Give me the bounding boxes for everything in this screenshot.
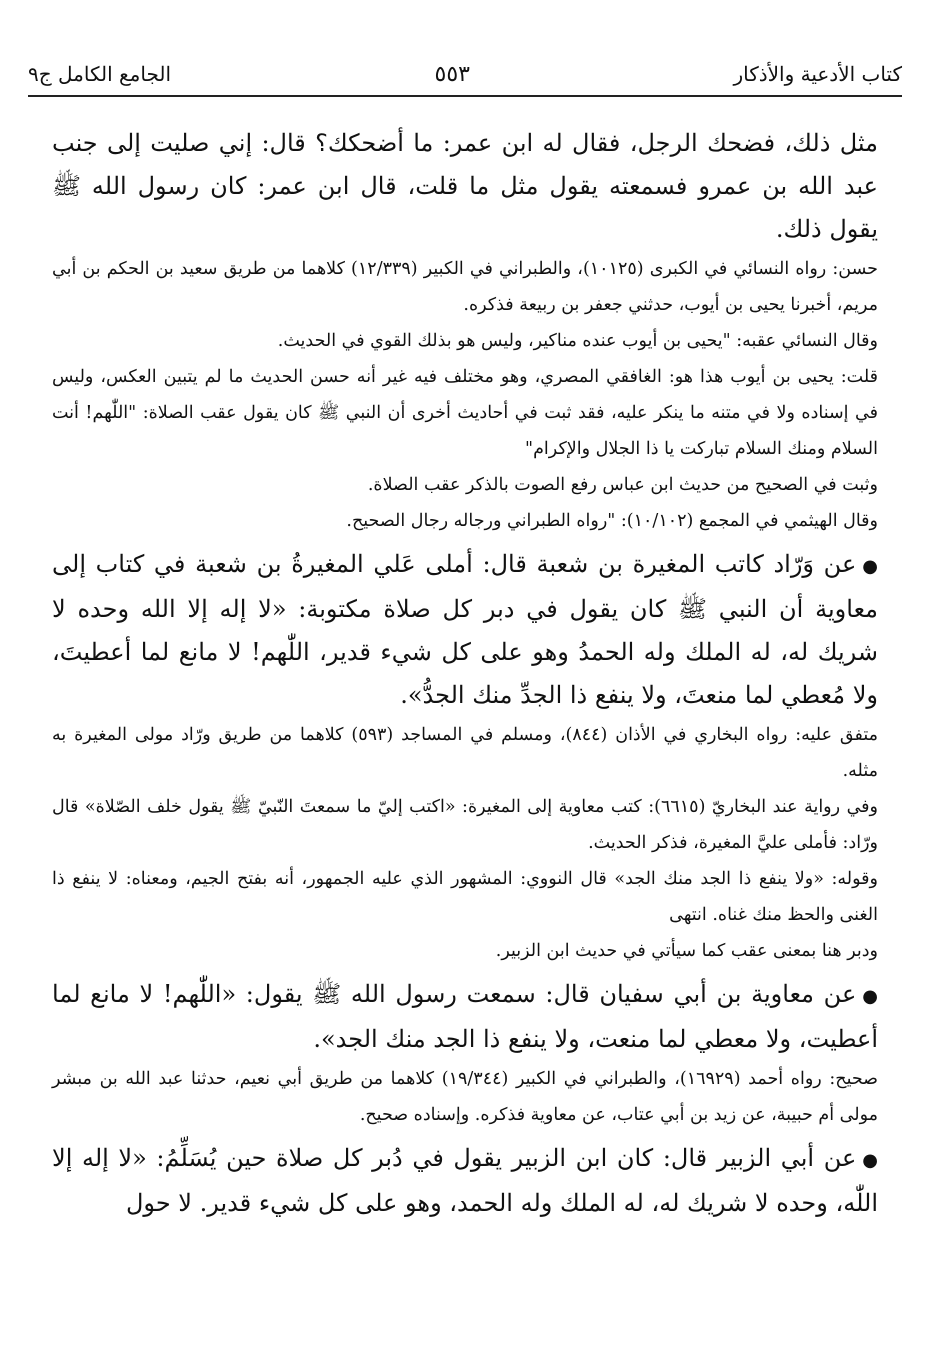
bullet-icon: ● [862,556,878,577]
commentary-text: وفي رواية عند البخاريّ (٦٦١٥): كتب معاوية إلى المغيرة: «اكتب إليّ ما سمعتَ النّبيّ ﷺ يقول خلف الصّلاة» قال ورّاد: فأملى عليَّ المغيرة، فذكر الحديث. [52,797,878,853]
page-body [52,122,878,1225]
book-title: كتاب الأدعية والأذكار [733,62,902,86]
commentary-text: متفق عليه: رواه البخاري في الأذان (٨٤٤)، ومسلم في المساجد (٥٩٣) كلاهما من طريق ورّاد مولى المغيرة به مثله. [52,725,879,781]
commentary-text: وقال النسائي عقبه: "يحيى بن أيوب عنده مناكير، وليس هو بذلك القوي في الحديث. [277,331,878,351]
commentary-text: ودبر هنا بمعنى عقب كما سيأتي في حديث ابن الزبير. [495,941,878,961]
commentary-text: حسن: رواه النسائي في الكبرى (١٠١٢٥)، والطبراني في الكبير (١٢/٣٣٩) كلاهما من طريق سعيد بن الحكم بن أبي مريم، أخبرنا يحيى بن أيوب، حدثني جعفر بن ربيعة فذكره. [52,259,878,315]
bullet-icon: ● [862,1150,878,1171]
hadith-entry [52,973,878,1061]
header-divider [28,95,902,97]
commentary-text: وقال الهيثمي في المجمع (١٠/١٠٢): "رواه الطبراني ورجاله رجال الصحيح. [346,511,878,531]
hadith-text: عن معاوية بن أبي سفيان قال: سمعت رسول الله ﷺ يقول: «اللّٰهم! لا مانع لما أعطيت، ولا معطي لما منعت، ولا ينفع ذا الجد منك الجد». [52,980,878,1053]
hadith-entry [52,543,878,717]
commentary-text: وثبت في الصحيح من حديث ابن عباس رفع الصوت بالذكر عقب الصلاة. [367,475,878,495]
hadith-entry [52,1137,878,1225]
hadith-text: مثل ذلك، فضحك الرجل، فقال له ابن عمر: ما أضحكك؟ قال: إني صليت إلى جنب عبد الله بن عمرو فسمعته يقول مثل ما قلت، قال ابن عمر: كان رسول الله ﷺ يقول ذلك. [52,129,878,243]
volume-title: الجامع الكامل ج٩ [28,62,172,86]
hadith-text: عن أبي الزبير قال: كان ابن الزبير يقول في دُبر كل صلاة حين يُسَلِّمُ: «لا إله إلا اللّٰه، وحده لا شريك له، له الملك وله الحمد، وهو على كل شيء قدير. لا حول [52,1144,878,1217]
commentary-text: صحيح: رواه أحمد (١٦٩٢٩)، والطبراني في الكبير (١٩/٣٤٤) كلاهما من طريق أبي نعيم، حدثنا عبد الله بن مبشر مولى أم حبيبة، عن زيد بن أبي عتاب، عن معاوية فذكره. وإسناده صحيح. [52,1069,879,1125]
commentary-text: وقوله: «ولا ينفع ذا الجد منك الجد» قال النووي: المشهور الذي عليه الجمهور، أنه بفتح الجيم، ومعناه: لا ينفع ذا الغنى والحظ منك غناه. انتهى [52,869,878,925]
page-header [28,56,902,92]
hadith-text: عن وَرّاد كاتب المغيرة بن شعبة قال: أملى عَلي المغيرةُ بن شعبة في كتاب إلى معاوية أن النبي ﷺ كان يقول في دبر كل صلاة مكتوبة: «لا إله إلا الله وحده لا شريك له، له الملك وله الحمدُ وهو على كل شيء قدير، اللّٰهم! لا مانع لما أعطيتَ، ولا مُعطي لما منعتَ، ولا ينفع ذا الجدِّ منك الجدُّ». [52,550,878,709]
bullet-icon: ● [862,986,878,1007]
page-number: ٥٥٣ [434,61,470,87]
commentary-text: قلت: يحيى بن أيوب هذا هو: الغافقي المصري، وهو مختلف فيه غير أنه حسن الحديث ما لم يتبين العكس، وليس في إسناده ولا في متنه ما ينكر عليه، فقد ثبت في أحاديث أخرى أن النبي ﷺ كان يقول عقب الصلاة: "اللّٰهم! أنت السلام ومنك السلام تباركت يا ذا الجلال والإكرام" [52,367,878,459]
